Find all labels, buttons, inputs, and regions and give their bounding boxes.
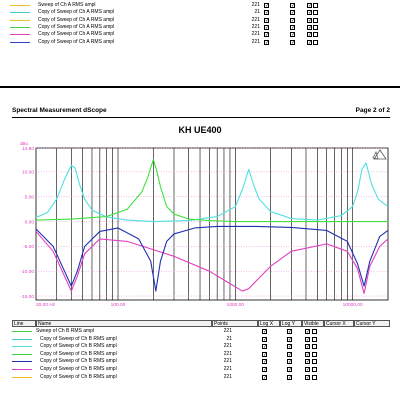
x-tick-label: 100.00	[110, 303, 126, 308]
page-header-left: Spectral Measurement dScope	[12, 107, 107, 114]
legend-checkbox[interactable]	[287, 359, 292, 364]
legend-checkbox[interactable]	[287, 329, 292, 334]
legend-points: 221	[251, 2, 260, 8]
table-header-cell: Cursor Y	[354, 320, 390, 327]
legend-row	[0, 39, 400, 46]
legend-name: Copy of Sweep of Ch B RMS ampl	[40, 343, 117, 350]
legend-name: Copy of Sweep of Ch B RMS ampl	[40, 373, 117, 380]
legend-checkbox[interactable]	[290, 18, 295, 23]
legend-checkbox[interactable]	[305, 344, 310, 349]
legend-checkbox[interactable]	[287, 367, 292, 372]
legend-checkbox[interactable]	[312, 367, 317, 372]
legend-checkbox[interactable]	[287, 337, 292, 342]
legend-row	[0, 24, 400, 31]
legend-points: 21	[254, 9, 260, 16]
legend-points: 221	[223, 328, 232, 334]
legend-checkbox[interactable]	[307, 18, 312, 23]
legend-name: Copy of Sweep of Ch B RMS ampl	[40, 350, 117, 357]
legend-name: Copy of Sweep of Ch A RMS ampl	[38, 23, 115, 30]
legend-checkbox[interactable]	[312, 375, 317, 380]
legend-checkbox[interactable]	[290, 25, 295, 30]
legend-swatch	[10, 5, 30, 6]
table-row	[0, 336, 400, 343]
legend-checkbox[interactable]	[305, 352, 310, 357]
x-tick-label: 10000.00	[342, 303, 363, 308]
legend-swatch	[10, 42, 30, 43]
legend-swatch	[12, 361, 32, 362]
legend-checkbox[interactable]	[262, 352, 267, 357]
table-header-cell: Log X	[258, 320, 280, 327]
legend-checkbox[interactable]	[312, 352, 317, 357]
legend-swatch	[12, 377, 32, 378]
legend-swatch	[10, 12, 30, 13]
legend-checkbox[interactable]	[262, 367, 267, 372]
legend-points: 221	[223, 373, 232, 380]
legend-checkbox[interactable]	[307, 32, 312, 37]
legend-checkbox[interactable]	[287, 375, 292, 380]
y-tick-label: 14.80	[21, 146, 34, 152]
table-row	[0, 343, 400, 350]
legend-checkbox[interactable]	[305, 367, 310, 372]
legend-checkbox[interactable]	[307, 10, 312, 15]
legend-checkbox[interactable]	[307, 25, 312, 30]
y-tick-label: -5.00	[23, 245, 34, 251]
legend-swatch	[12, 354, 32, 355]
legend-checkbox[interactable]	[262, 344, 267, 349]
table-row	[0, 358, 400, 365]
legend-checkbox[interactable]	[305, 337, 310, 342]
legend-checkbox[interactable]	[307, 3, 312, 8]
legend-checkbox[interactable]	[264, 40, 269, 45]
legend-name: Copy of Sweep of Ch B RMS ampl	[40, 335, 117, 342]
legend-points: 221	[223, 350, 232, 357]
legend-swatch	[12, 331, 32, 332]
legend-points: 21	[226, 335, 232, 342]
legend-checkbox[interactable]	[312, 329, 317, 334]
legend-checkbox[interactable]	[290, 3, 295, 8]
y-tick-label: 0.00	[24, 220, 34, 226]
y-tick-label: -15.00	[20, 294, 34, 300]
legend-name: Copy of Sweep of Ch A RMS ampl	[38, 16, 115, 23]
legend-name: Copy of Sweep of Ch A RMS ampl	[38, 31, 115, 38]
legend-name: Sweep of Ch B RMS ampl	[36, 328, 95, 334]
legend-checkbox[interactable]	[264, 25, 269, 30]
legend-checkbox[interactable]	[264, 10, 269, 15]
legend-checkbox[interactable]	[290, 40, 295, 45]
legend-row	[0, 31, 400, 38]
table-header-cell: Line	[12, 320, 36, 327]
legend-swatch	[12, 369, 32, 370]
table-header-cell: Cursor X	[324, 320, 354, 327]
legend-swatch	[10, 20, 30, 21]
legend-points: 221	[251, 16, 260, 23]
legend-checkbox[interactable]	[264, 18, 269, 23]
legend-name: Copy of Sweep of Ch B RMS ampl	[40, 358, 117, 365]
legend-points: 221	[251, 23, 260, 30]
chart-title: KH UE400	[178, 125, 222, 135]
legend-checkbox[interactable]	[287, 344, 292, 349]
legend-swatch	[12, 346, 32, 347]
y-axis-unit: dBu	[20, 141, 29, 146]
legend-swatch	[10, 34, 30, 35]
legend-swatch	[12, 339, 32, 340]
table-row	[0, 366, 400, 373]
legend-checkbox[interactable]	[307, 40, 312, 45]
legend-checkbox[interactable]	[313, 18, 318, 23]
legend-checkbox[interactable]	[262, 337, 267, 342]
legend-checkbox[interactable]	[305, 329, 310, 334]
legend-checkbox[interactable]	[262, 329, 267, 334]
page-separator	[0, 86, 400, 88]
legend-checkbox[interactable]	[305, 359, 310, 364]
legend-swatch	[10, 27, 30, 28]
legend-checkbox[interactable]	[313, 40, 318, 45]
table-header-cell: Name	[36, 320, 212, 327]
legend-checkbox[interactable]	[290, 10, 295, 15]
table-header-cell: Log Y	[280, 320, 302, 327]
legend-checkbox[interactable]	[312, 344, 317, 349]
plot-frame	[36, 148, 388, 300]
legend-checkbox[interactable]	[313, 10, 318, 15]
table-row	[0, 328, 400, 335]
legend-points: 221	[223, 366, 232, 372]
legend-points: 221	[223, 358, 232, 365]
legend-name: Copy of Sweep of Ch B RMS ampl	[40, 366, 117, 372]
legend-row	[0, 9, 400, 16]
spectral-chart	[0, 118, 400, 318]
table-header-cell: Points	[212, 320, 258, 327]
x-tick-label: 1000.00	[226, 303, 245, 308]
legend-checkbox[interactable]	[290, 32, 295, 37]
legend-points: 221	[223, 343, 232, 350]
legend-checkbox[interactable]	[262, 359, 267, 364]
legend-name: Sweep of Ch A RMS ampl	[38, 2, 96, 8]
legend-checkbox[interactable]	[287, 352, 292, 357]
legend-row	[0, 2, 400, 9]
legend-checkbox[interactable]	[312, 359, 317, 364]
legend-checkbox[interactable]	[313, 3, 318, 8]
legend-checkbox[interactable]	[264, 3, 269, 8]
legend-name: Copy of Sweep of Ch A RMS ampl	[38, 9, 115, 16]
x-tick-label: 20.00 Hz	[36, 303, 56, 308]
table-row	[0, 374, 400, 381]
legend-checkbox[interactable]	[262, 375, 267, 380]
table-row	[0, 351, 400, 358]
legend-checkbox[interactable]	[313, 25, 318, 30]
legend-checkbox[interactable]	[305, 375, 310, 380]
legend-checkbox[interactable]	[264, 32, 269, 37]
table-header-cell: Visible	[302, 320, 324, 327]
y-tick-label: 10.00	[21, 170, 34, 176]
legend-checkbox[interactable]	[312, 337, 317, 342]
y-tick-label: 5.00	[24, 195, 34, 201]
legend-row	[0, 17, 400, 24]
legend-points: 221	[251, 38, 260, 45]
page-header-right: Page 2 of 2	[355, 107, 390, 114]
legend-checkbox[interactable]	[313, 32, 318, 37]
legend-name: Copy of Sweep of Ch A RMS ampl	[38, 38, 115, 45]
legend-points: 221	[251, 31, 260, 38]
y-tick-label: -10.00	[20, 269, 34, 275]
